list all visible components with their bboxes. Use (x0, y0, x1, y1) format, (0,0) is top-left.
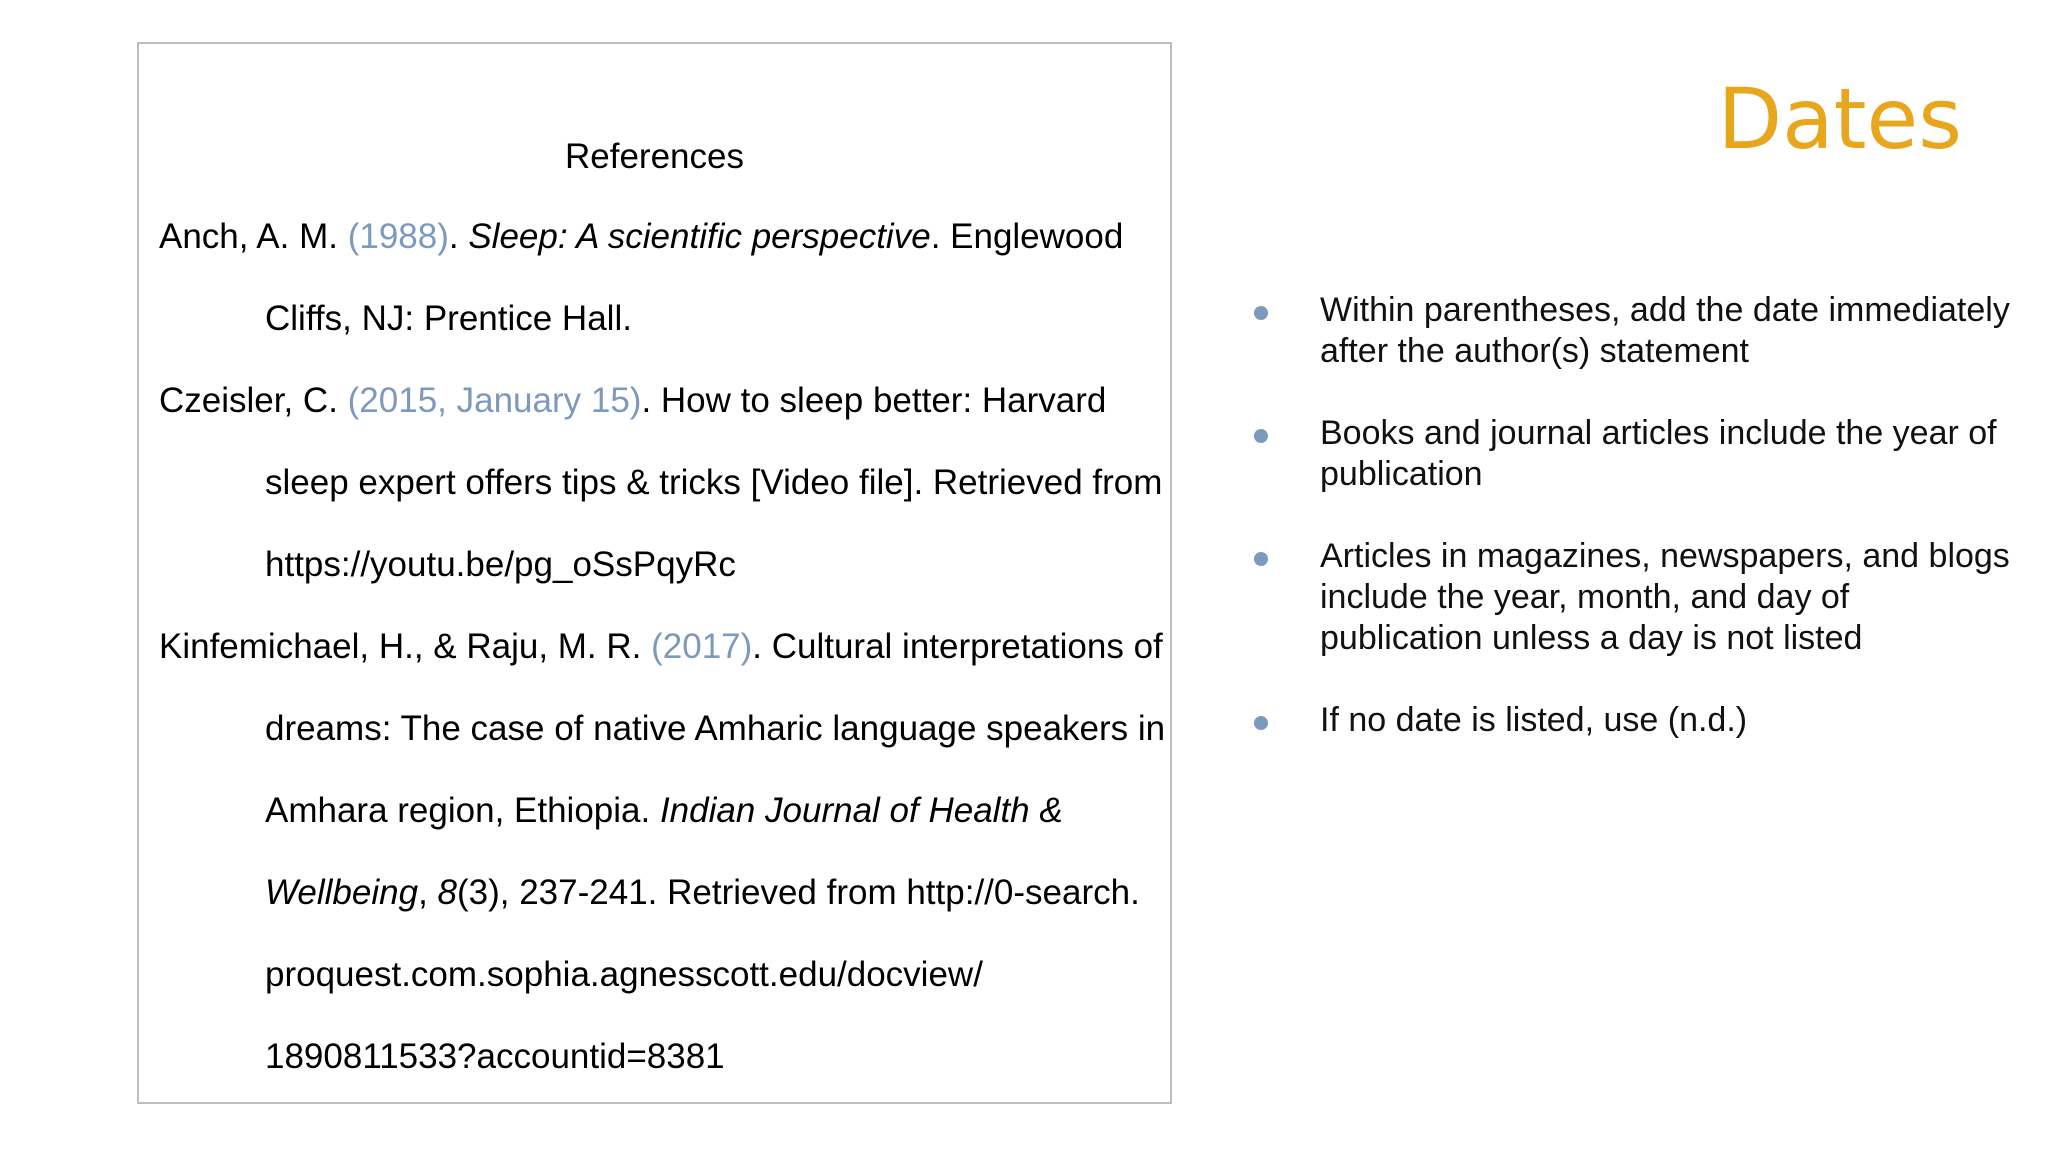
reference-line: Wellbeing, 8(3), 237-241. Retrieved from http://0-search. (265, 873, 1140, 912)
references-heading: References (565, 137, 744, 176)
reference-line: Czeisler, C. (2015, January 15). How to sleep better: Harvard (159, 381, 1107, 420)
reference-line: Amhara region, Ethiopia. Indian Journal of Health & (265, 791, 1063, 830)
bullet-text: Articles in magazines, newspapers, and blogs include the year, month, and day of publication unless a day is not listed (1320, 537, 2010, 657)
bullet-text: Within parentheses, add the date immediately after the author(s) statement (1320, 291, 2010, 370)
reference-line: Cliffs, NJ: Prentice Hall. (265, 299, 632, 338)
bullet-dot-icon (1254, 306, 1268, 320)
bullet-dot-icon (1254, 429, 1268, 443)
reference-line: proquest.com.sophia.agnesscott.edu/docview/ (265, 955, 983, 994)
reference-date: (1988) (347, 217, 449, 256)
reference-line: Kinfemichael, H., & Raju, M. R. (2017). Cultural interpretations of (159, 627, 1163, 666)
reference-line: sleep expert offers tips & tricks [Video file]. Retrieved from (265, 463, 1163, 502)
reference-list-box (137, 42, 1172, 1104)
reference-line: dreams: The case of native Amharic language speakers in (265, 709, 1166, 748)
bullet-dot-icon (1254, 552, 1268, 566)
slide-title: Dates (1717, 70, 1962, 168)
reference-date: (2017) (651, 627, 753, 666)
reference-line: Anch, A. M. (1988). Sleep: A scientific perspective. Englewood (159, 217, 1124, 256)
reference-line: 1890811533?accountid=8381 (265, 1037, 725, 1076)
bullet-text: Books and journal articles include the year of publication (1320, 414, 1997, 493)
bullet-text: If no date is listed, use (n.d.) (1320, 701, 1748, 739)
reference-date: (2015, January 15) (347, 381, 642, 420)
reference-line: https://youtu.be/pg_oSsPqyRc (265, 545, 736, 584)
bullet-dot-icon (1254, 716, 1268, 730)
